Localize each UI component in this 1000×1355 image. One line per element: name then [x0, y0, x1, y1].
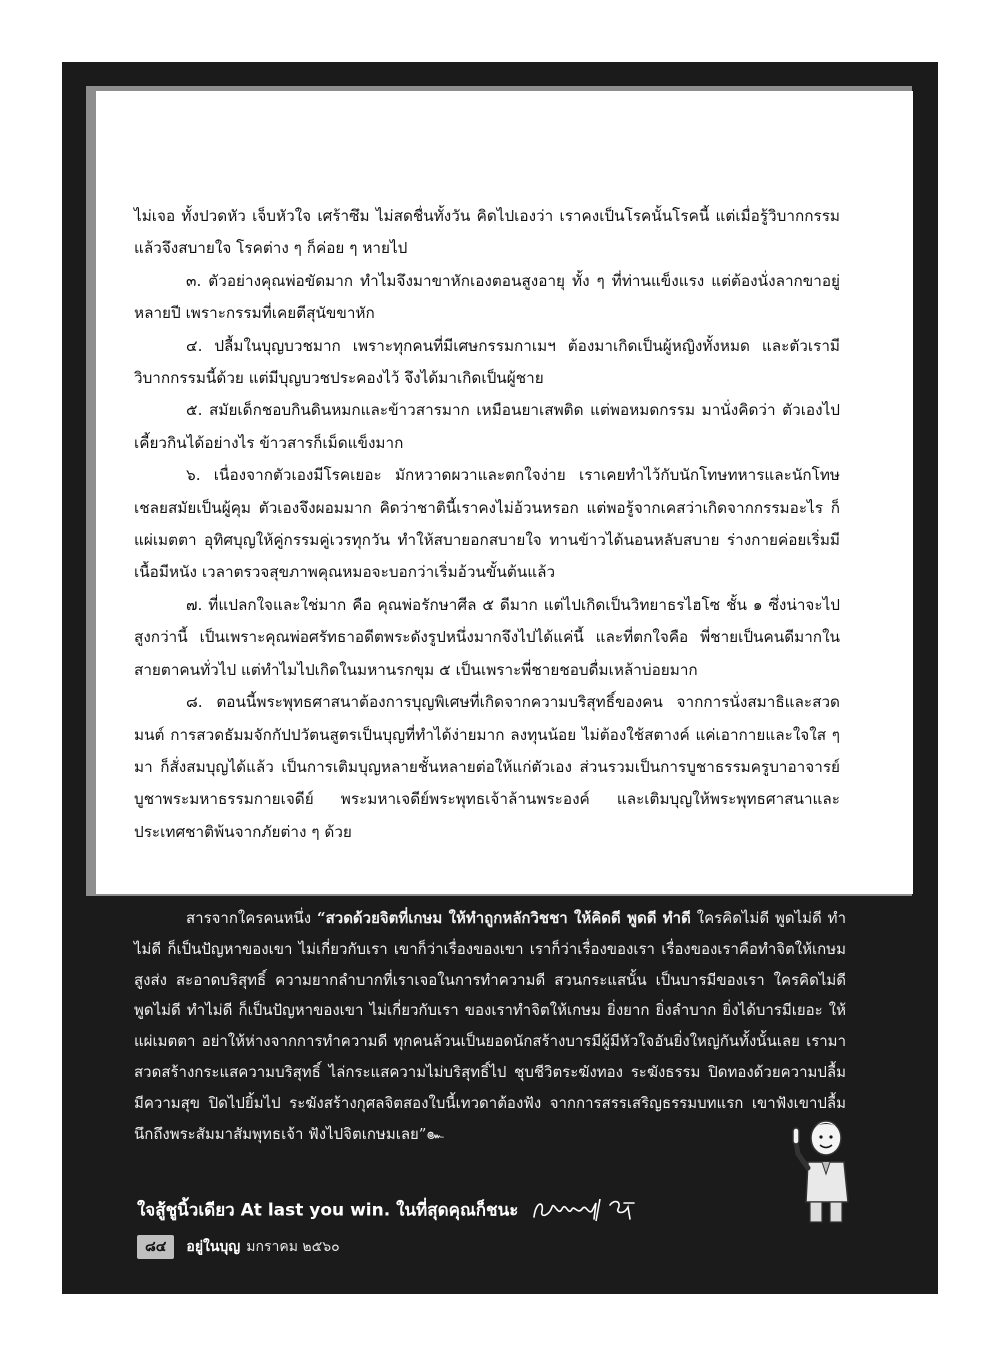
tagline — [137, 1195, 877, 1225]
page-number: ๘๔ — [137, 1235, 174, 1259]
article-paragraph: ไม่เจอ ทั้งปวดหัว เจ็บหัวใจ เศร้าซึม ไม่สดชื่นทั้งวัน คิดไปเองว่า เราคงเป็นโรคนั้นโรคนี้ แต่เมื่อรู้วิบากกรรมแล้วจึงสบายใจ โรคต่าง ๆ ก็ค่อย ๆ หายไป — [134, 207, 840, 258]
article-paragraph: ๔. ปลื้มในบุญบวชมาก เพราะทุกคนที่มีเศษกรรมกาเมฯ ต้องมาเกิดเป็นผู้หญิงทั้งหมด และตัวเรามีวิบากกรรมนี้ด้วย แต่มีบุญบวชประคองไว้ จึงได้มาเกิดเป็นผู้ชาย — [134, 336, 840, 388]
magazine-title: อยู่ในบุญ — [186, 1239, 241, 1255]
article-paragraph: ๓. ตัวอย่างคุณพ่อขัดมาก ทำไมจึงมาขาหักเองตอนสูงอายุ ทั้ง ๆ ที่ท่านแข็งแรง แต่ต้องนั่งลากขาอยู่หลายปี เพราะกรรมที่เคยตีสุนัขขาหัก — [134, 271, 840, 323]
issue-date: มกราคม ๒๕๖๐ — [246, 1239, 340, 1255]
tagline-text: ใจสู้ชูนิ้วเดียว At last you win. ในที่สุดคุณก็ชนะ — [137, 1200, 519, 1221]
quote-emphasis: “สวดด้วยจิตที่เกษม ให้ทำถูกหลักวิชชา ให้คิดดี พูดดี ทำดี — [316, 909, 691, 927]
quote-intro: สารจากใครคนหนึ่ง — [186, 909, 317, 927]
quote-body: ใครคิดไม่ดี พูดไม่ดี ทำไม่ดี ก็เป็นปัญหาของเขา ไม่เกี่ยวกับเรา เขาก็ว่าเรื่องของเขา เราก็ว่าเรื่องของเรา เรื่องของเราคือทำจิตให้เกษม สูงส่ง สะอาดบริสุทธิ์ ความยากลำบากที่เราเจอในการทำความดี สวนกระแสนั้น เป็นบารมีของเรา ใครคิดไม่ดี พูดไม่ดี ทำไม่ดี ก็เป็นปัญหาของเขา ไม่เกี่ยวกับเรา ของเราทำจิตให้เกษม ยิ่งยาก ยิ่งลำบาก ยิ่งได้บารมีเยอะ ให้แผ่เมตตา อย่าให้ห่างจากการทำความดี ทุกคนล้วนเป็นยอดนักสร้างบารมีผู้มีหัวใจอันยิ่งใหญ่กันทั้งนั้นเลย เรามาสวดสร้างกระแสความบริสุทธิ์ ไล่กระแสความไม่บริสุทธิ์ไป ชุบชีวิตระฆังทอง ระฆังธรรม ปิดทองด้วยความปลื้ม มีความสุข ปิดไปยิ้มไป ระฆังสร้างกุศลจิตสองใบนี้เทวดาต้องฟัง จากการสรรเสริญธรรมบทแรก เขาฟังเขาปลื้ม นึกถึงพระสัมมาสัมพุทธเจ้า ฟังไปจิตเกษมเลย” — [134, 909, 846, 1143]
article-paragraph: ๘. ตอนนี้พระพุทธศาสนาต้องการบุญพิเศษที่เกิดจากความบริสุทธิ์ของคน จากการนั่งสมาธิและสวดมนต์ การสวดธัมมจักกัปปวัตนสูตรเป็นบุญที่ทำได้ง่ายมาก ลงทุนน้อย ไม่ต้องใช้สตางค์ แค่เอากายและใจใส ๆ มา ก็สั่งสมบุญได้แล้ว เป็นการเติมบุญหลายชั้นหลายต่อให้แก่ตัวเอง ส่วนรวมเป็นการบูชาธรรมครูบาอาจารย์ บูชาพระมหาธรรมกายเจดีย์ พระมหาเจดีย์พระพุทธเจ้าล้านพระองค์ และเติมบุญให้พระพุทธศาสนาและประเทศชาติพ้นจากภัยต่าง ๆ ด้วย — [134, 693, 840, 841]
article-paragraph: ๖. เนื่องจากตัวเองมีโรคเยอะ มักหวาดผวาและตกใจง่าย เราเคยทำไว้กับนักโทษทหารและนักโทษเชลยสมัยเป็นผู้คุม ตัวเองจึงผอมมาก คิดว่าชาตินี้เราคงไม่อ้วนหรอก แต่พอรู้จากเคสว่าเกิดจากกรรมอะไร ก็แผ่เมตตา อุทิศบุญให้คู่กรรมคู่เวรทุกวัน ทำให้สบายอกสบายใจ ทานข้าวได้นอนหลับสบาย ร่างกายค่อยเริ่มมีเนื้อมีหนัง เวลาตรวจสุขภาพคุณหมอจะบอกว่าเริ่มอ้วนขั้นต้นแล้ว — [134, 466, 840, 582]
page-footer — [137, 1236, 340, 1258]
article-body — [134, 200, 840, 848]
article-paragraph: ๕. สมัยเด็กชอบกินดินหมกและข้าวสารมาก เหมือนยาเสพติด แต่พอหมดกรรม มานั่งคิดว่า ตัวเองไปเคี้ยวกินได้อย่างไร ข้าวสารก็เม็ดแข็งมาก — [134, 401, 840, 452]
quote-end-mark: ๛ — [426, 1124, 444, 1143]
handwritten-signature-icon — [530, 1195, 642, 1225]
closing-message — [134, 903, 846, 1149]
article-paragraph: ๗. ที่แปลกใจและใช่มาก คือ คุณพ่อรักษาศีล ๕ ดีมาก แต่ไปเกิดเป็นวิทยาธรไฮโซ ชั้น ๑ ซึ่งน่าจะไปสูงกว่านี้ เป็นเพราะคุณพ่อศรัทธาอดีตพระดังรูปหนึ่งมากจึงไปได้แค่นี้ และที่ตกใจคือ พี่ชายเป็นคนดีมากในสายตาคนทั่วไป แต่ทำไมไปเกิดในมหานรกขุม ๕ เป็นเพราะพี่ชายชอบดื่มเหล้าบ่อยมาก — [134, 595, 840, 679]
